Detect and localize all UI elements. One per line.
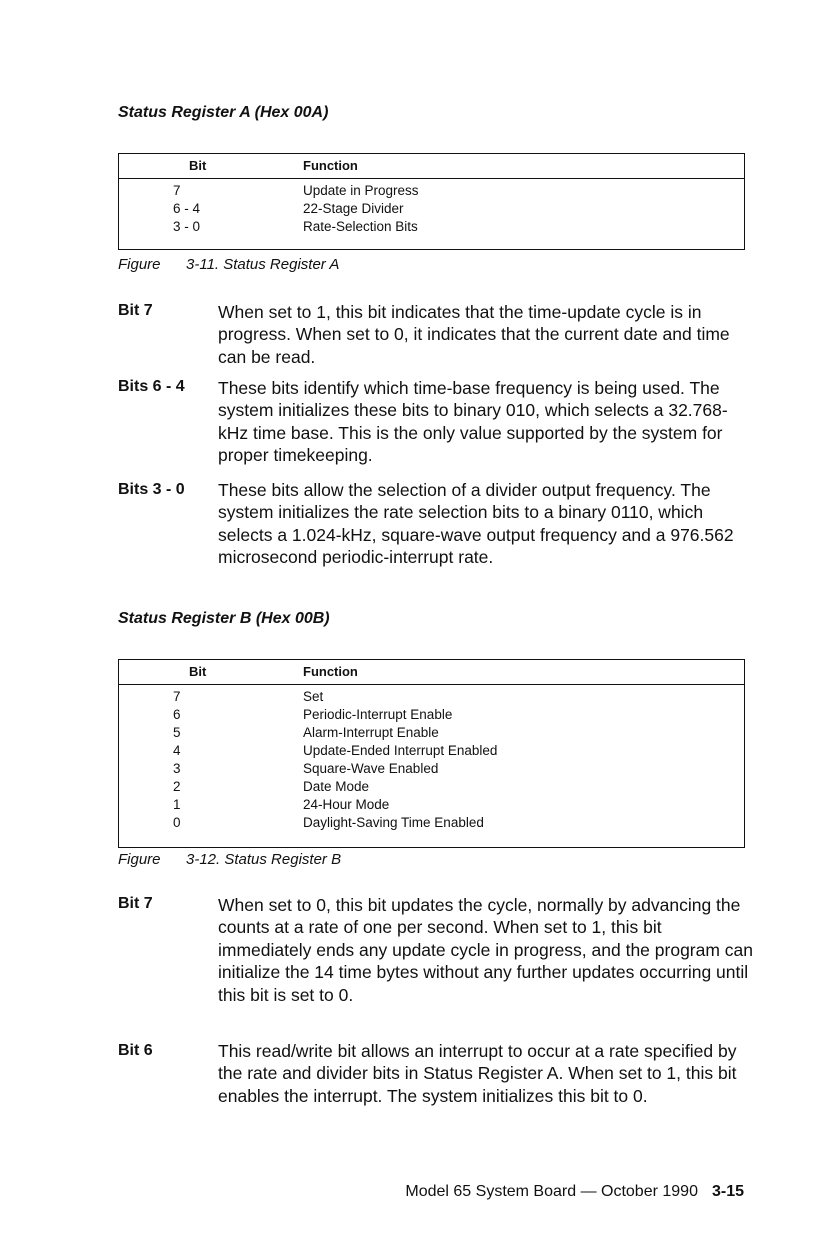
description-bit-6-b: This read/write bit allows an interrupt to occur at a rate specified by the rate and divider bits in Status Register A. When set to 1, this bit enables the interrupt. The system initializes this bit to 0. (218, 1041, 737, 1106)
term-bits-6-4: Bits 6 - 4 (118, 378, 185, 395)
caption-label: Figure (118, 851, 161, 868)
footer-text: Model 65 System Board — October 1990 (405, 1183, 698, 1200)
header-function: Function (303, 158, 358, 173)
caption-text: 3-11. Status Register A (186, 256, 340, 273)
table-row (119, 689, 744, 707)
table-row (119, 707, 744, 725)
description-bits-6-4: These bits identify which time-base frequency is being used. The system initializes these bits to binary 010, which selects a 32.768-kHz time base. This is the only value supported by the system for proper timekeeping. (218, 378, 728, 466)
status-register-b-table (118, 659, 745, 848)
header-function: Function (303, 664, 358, 679)
table-row (119, 201, 744, 219)
header-bit: Bit (189, 158, 207, 173)
bit-cell: 2 (173, 779, 181, 794)
table-header (119, 154, 744, 179)
section-b-heading: Status Register B (Hex 00B) (118, 610, 330, 627)
function-cell: Set (303, 689, 324, 704)
bit-cell: 4 (173, 743, 181, 758)
function-cell: Periodic-Interrupt Enable (303, 707, 453, 722)
bit-cell: 0 (173, 815, 181, 830)
function-cell: Alarm-Interrupt Enable (303, 725, 439, 740)
table-header (119, 660, 744, 685)
status-register-a-table (118, 153, 745, 250)
section-a-heading: Status Register A (Hex 00A) (118, 104, 329, 121)
bit-cell: 5 (173, 725, 181, 740)
function-cell: Rate-Selection Bits (303, 219, 418, 234)
table-row (119, 761, 744, 779)
function-cell: Daylight-Saving Time Enabled (303, 815, 484, 830)
bit-cell: 3 - 0 (173, 219, 201, 234)
table-row (119, 797, 744, 815)
description-bit-7: When set to 1, this bit indicates that the time-update cycle is in progress. When set to 0, it indicates that the current date and time can be read. (218, 302, 730, 367)
bit-cell: 6 - 4 (173, 201, 201, 216)
bit-cell: 7 (173, 183, 181, 198)
description-bits-3-0: These bits allow the selection of a divider output frequency. The system initializes the rate selection bits to a binary 0110, which selects a 1.024-kHz, square-wave output frequency and a 976.562 microsecond periodic-interrupt rate. (218, 480, 734, 568)
caption-label: Figure (118, 256, 161, 273)
table-row (119, 779, 744, 797)
function-cell: Update-Ended Interrupt Enabled (303, 743, 498, 758)
page-number: 3-15 (711, 1183, 744, 1200)
function-cell: Date Mode (303, 779, 370, 794)
term-bit-7-b: Bit 7 (118, 895, 153, 912)
bit-cell: 3 (173, 761, 181, 776)
term-bit-7: Bit 7 (118, 302, 153, 319)
term-bit-6-b: Bit 6 (118, 1042, 153, 1059)
function-cell: 24-Hour Mode (303, 797, 390, 812)
caption-text: 3-12. Status Register B (186, 851, 342, 868)
figure-caption-a (118, 256, 339, 273)
table-row (119, 183, 744, 201)
page-footer (405, 1183, 744, 1201)
bit-cell: 1 (173, 797, 181, 812)
bit-cell: 6 (173, 707, 181, 722)
table-row (119, 219, 744, 237)
header-bit: Bit (189, 664, 207, 679)
description-bit-7-b: When set to 0, this bit updates the cycle, normally by advancing the counts at a rate of one per second. When set to 1, this bit immediately ends any update cycle in progress, and the program can initialize the 14 time bytes without any further updates occurring until this bit is set to 0. (218, 895, 754, 1005)
bit-cell: 7 (173, 689, 181, 704)
function-cell: Square-Wave Enabled (303, 761, 439, 776)
term-bits-3-0: Bits 3 - 0 (118, 481, 185, 498)
table-row (119, 743, 744, 761)
function-cell: Update in Progress (303, 183, 419, 198)
function-cell: 22-Stage Divider (303, 201, 404, 216)
table-row (119, 815, 744, 833)
figure-caption-b (118, 851, 341, 868)
table-row (119, 725, 744, 743)
